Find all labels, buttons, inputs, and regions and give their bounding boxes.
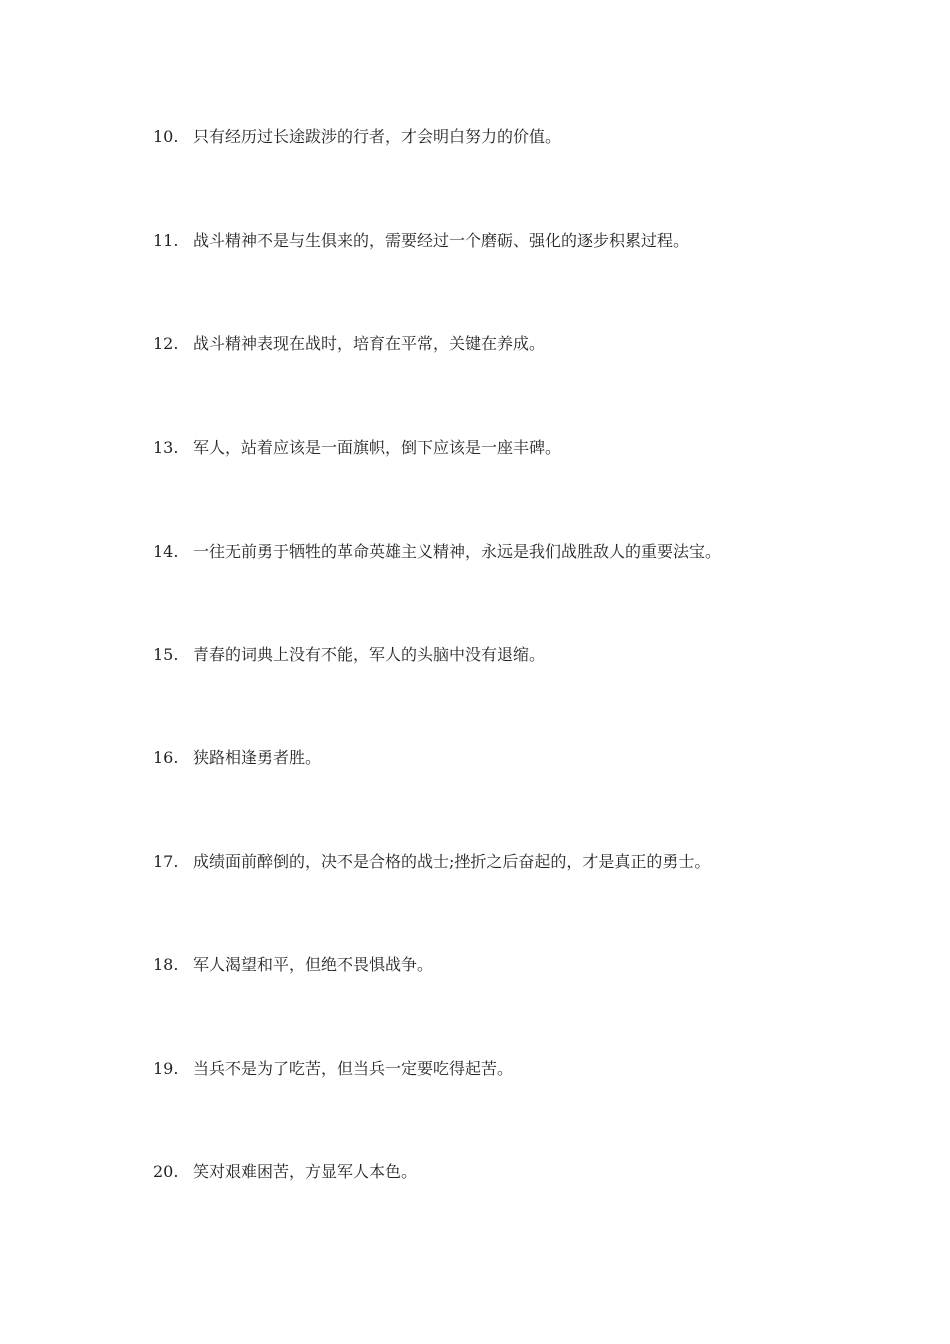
item-text: 一往无前勇于牺牲的革命英雄主义精神，永远是我们战胜敌人的重要法宝。: [193, 542, 722, 561]
item-number: 14.: [153, 542, 179, 561]
list-item: [153, 433, 890, 463]
list-item: [153, 1054, 890, 1084]
item-number: 18.: [153, 955, 179, 974]
item-text: 战斗精神表现在战时，培育在平常，关键在养成。: [193, 334, 546, 353]
item-number: 15.: [153, 645, 179, 664]
list-item: [153, 1157, 890, 1187]
list-item: [153, 847, 890, 877]
item-text: 战斗精神不是与生俱来的，需要经过一个磨砺、强化的逐步积累过程。: [193, 231, 690, 250]
item-number: 16.: [153, 748, 179, 767]
list-item: [153, 226, 890, 256]
list-item: [153, 950, 890, 980]
list-item: [153, 743, 890, 773]
list-item: [153, 640, 890, 670]
item-text: 笑对艰难困苦，方显军人本色。: [193, 1162, 418, 1181]
list-item: [153, 537, 890, 567]
item-text: 当兵不是为了吃苦，但当兵一定要吃得起苦。: [193, 1059, 514, 1078]
item-text: 只有经历过长途跋涉的行者，才会明白努力的价值。: [193, 127, 562, 146]
item-text: 狭路相逢勇者胜。: [193, 748, 322, 767]
item-number: 10.: [153, 127, 179, 146]
item-number: 19.: [153, 1059, 179, 1078]
item-number: 20.: [153, 1162, 179, 1181]
list-item: [153, 122, 890, 152]
item-text: 成绩面前醉倒的，决不是合格的战士;挫折之后奋起的，才是真正的勇士。: [193, 852, 711, 871]
item-text: 军人渴望和平，但绝不畏惧战争。: [193, 955, 434, 974]
item-number: 11.: [153, 231, 179, 250]
item-number: 13.: [153, 438, 179, 457]
item-number: 17.: [153, 852, 179, 871]
item-text: 青春的词典上没有不能，军人的头脑中没有退缩。: [193, 645, 546, 664]
item-text: 军人，站着应该是一面旗帜，倒下应该是一座丰碑。: [193, 438, 562, 457]
list-item: [153, 329, 890, 359]
item-number: 12.: [153, 334, 179, 353]
